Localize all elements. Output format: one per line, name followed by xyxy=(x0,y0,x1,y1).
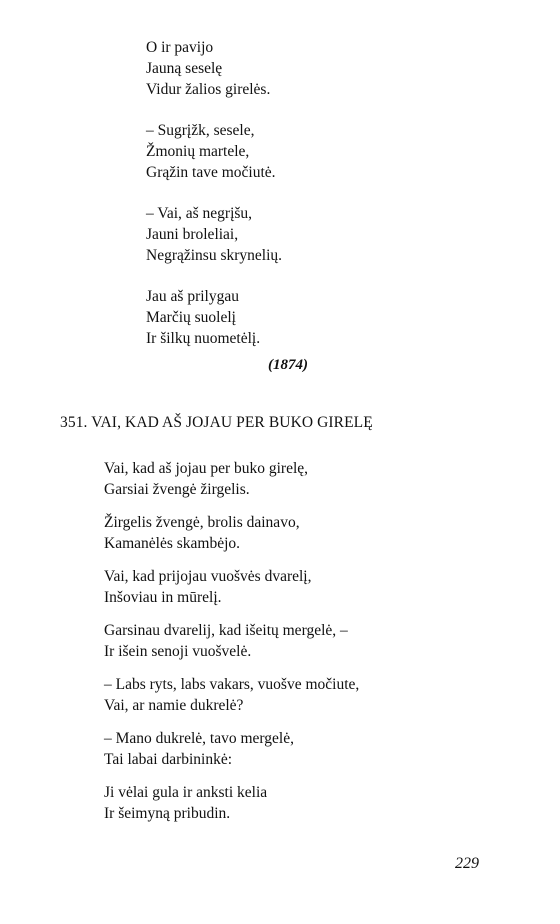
verse-line: – Sugrįžk, sesele, xyxy=(146,122,255,139)
verse-line: Ir šeimyną pribudin. xyxy=(104,805,231,822)
verse-line: Inšoviau in mūrelį. xyxy=(104,589,222,606)
verse-line: Jauni broleliai, xyxy=(146,226,239,243)
verse-line: Vai, kad prijojau vuošvės dvarelį, xyxy=(104,568,312,585)
stanza xyxy=(104,566,359,608)
verse-line: – Vai, aš negrįšu, xyxy=(146,205,253,222)
verse-line: Kamanėlės skambėjo. xyxy=(104,535,241,552)
stanza xyxy=(146,120,282,183)
verse-line: Garsinau dvarelij, kad išeitų mergelė, – xyxy=(104,622,348,639)
verse-line: Vai, kad aš jojau per buko girelę, xyxy=(104,460,309,477)
poem-year: (1874) xyxy=(268,357,308,373)
verse-line: Tai labai darbininkė: xyxy=(104,751,233,768)
stanza xyxy=(104,782,359,824)
poem-title: 351. VAI, KAD AŠ JOJAU PER BUKO GIRELĘ xyxy=(60,414,373,431)
poem-ending xyxy=(146,37,282,349)
verse-line: Jau aš prilygau xyxy=(146,288,239,305)
poem-body xyxy=(104,458,359,824)
verse-line: Ir išein senoji vuošvelė. xyxy=(104,643,252,660)
page-number: 229 xyxy=(455,855,479,872)
stanza xyxy=(146,37,282,100)
stanza xyxy=(146,286,282,349)
verse-line: Ji vėlai gula ir anksti kelia xyxy=(104,784,268,801)
verse-line: – Mano dukrelė, tavo mergelė, xyxy=(104,730,294,747)
verse-line: O ir pavijo xyxy=(146,39,214,56)
verse-line: – Labs ryts, labs vakars, vuošve močiute, xyxy=(104,676,360,693)
verse-line: Vai, ar namie dukrelė? xyxy=(104,697,244,714)
stanza xyxy=(104,728,359,770)
verse-line: Negrąžinsu skrynelių. xyxy=(146,247,283,264)
stanza xyxy=(146,203,282,266)
verse-line: Ir šilkų nuometėlį. xyxy=(146,330,261,347)
stanza xyxy=(104,674,359,716)
stanza xyxy=(104,620,359,662)
stanza xyxy=(104,512,359,554)
verse-line: Garsiai žvengė žirgelis. xyxy=(104,481,250,498)
stanza xyxy=(104,458,359,500)
verse-line: Vidur žalios girelės. xyxy=(146,81,271,98)
verse-line: Žmonių martele, xyxy=(146,143,250,160)
verse-line: Marčių suolelį xyxy=(146,309,236,326)
verse-line: Žirgelis žvengė, brolis dainavo, xyxy=(104,514,300,531)
verse-line: Grąžin tave močiutė. xyxy=(146,164,276,181)
verse-line: Jauną seselę xyxy=(146,60,223,77)
